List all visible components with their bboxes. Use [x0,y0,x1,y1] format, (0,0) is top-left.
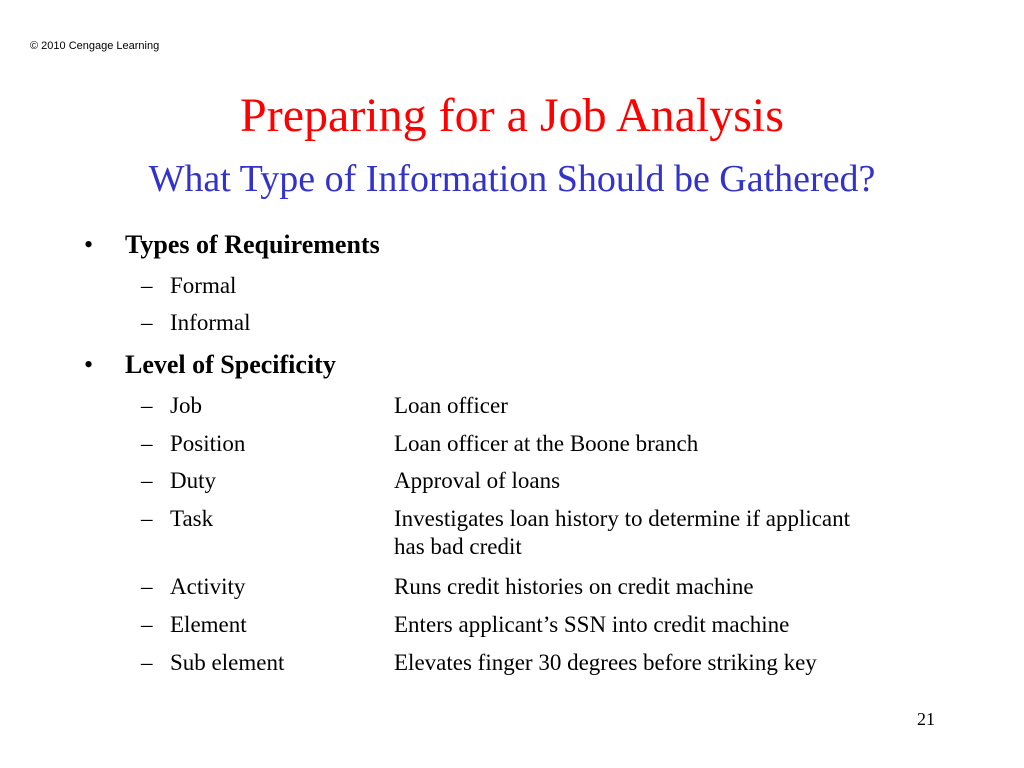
specificity-desc: Approval of loans [394,468,561,493]
dash-symbol: – [141,273,153,298]
dash-symbol: – [141,612,153,637]
bullet-label: Types of Requirements [125,230,380,259]
specificity-row-sub-element [141,649,817,677]
bullet-symbol: • [84,230,94,259]
dash-symbol: – [141,506,153,531]
bullet-level-of-specificity [84,350,336,380]
specificity-desc: Loan officer at the Boone branch [394,431,699,456]
specificity-row-activity [141,573,754,601]
dash-symbol: – [141,431,153,456]
bullet-symbol: • [84,350,94,379]
specificity-row-element [141,611,790,639]
specificity-desc: Elevates finger 30 degrees before striking key [394,650,817,675]
specificity-row-position [141,430,699,458]
bullet-types-of-requirements [84,230,380,260]
specificity-term: Element [170,612,247,637]
specificity-row-job [141,392,508,420]
slide-subtitle: What Type of Information Should be Gathered? [148,158,876,200]
dash-symbol: – [141,393,153,418]
copyright-notice: © 2010 Cengage Learning [30,40,160,52]
specificity-desc: Enters applicant’s SSN into credit machine [394,612,790,637]
specificity-term: Task [170,506,214,531]
specificity-term: Activity [170,574,246,599]
sub-item-label: Informal [170,310,251,335]
specificity-desc: Runs credit histories on credit machine [394,574,754,599]
specificity-desc: Investigates loan history to determine if applicant has bad credit [394,506,851,559]
specificity-desc: Loan officer [394,393,508,418]
specificity-term: Duty [170,468,216,493]
dash-symbol: – [141,574,153,599]
slide-title: Preparing for a Job Analysis [240,89,784,142]
dash-symbol: – [141,310,153,335]
bullet-label: Level of Specificity [125,350,336,379]
specificity-term: Sub element [170,650,285,675]
sub-item-informal [141,309,251,337]
specificity-row-duty [141,467,561,495]
dash-symbol: – [141,650,153,675]
sub-item-label: Formal [170,273,237,298]
specificity-term: Position [170,431,246,456]
specificity-term: Job [170,393,202,418]
sub-item-formal [141,272,237,300]
specificity-row-task [141,505,851,559]
slide-number: 21 [917,709,935,729]
dash-symbol: – [141,468,153,493]
